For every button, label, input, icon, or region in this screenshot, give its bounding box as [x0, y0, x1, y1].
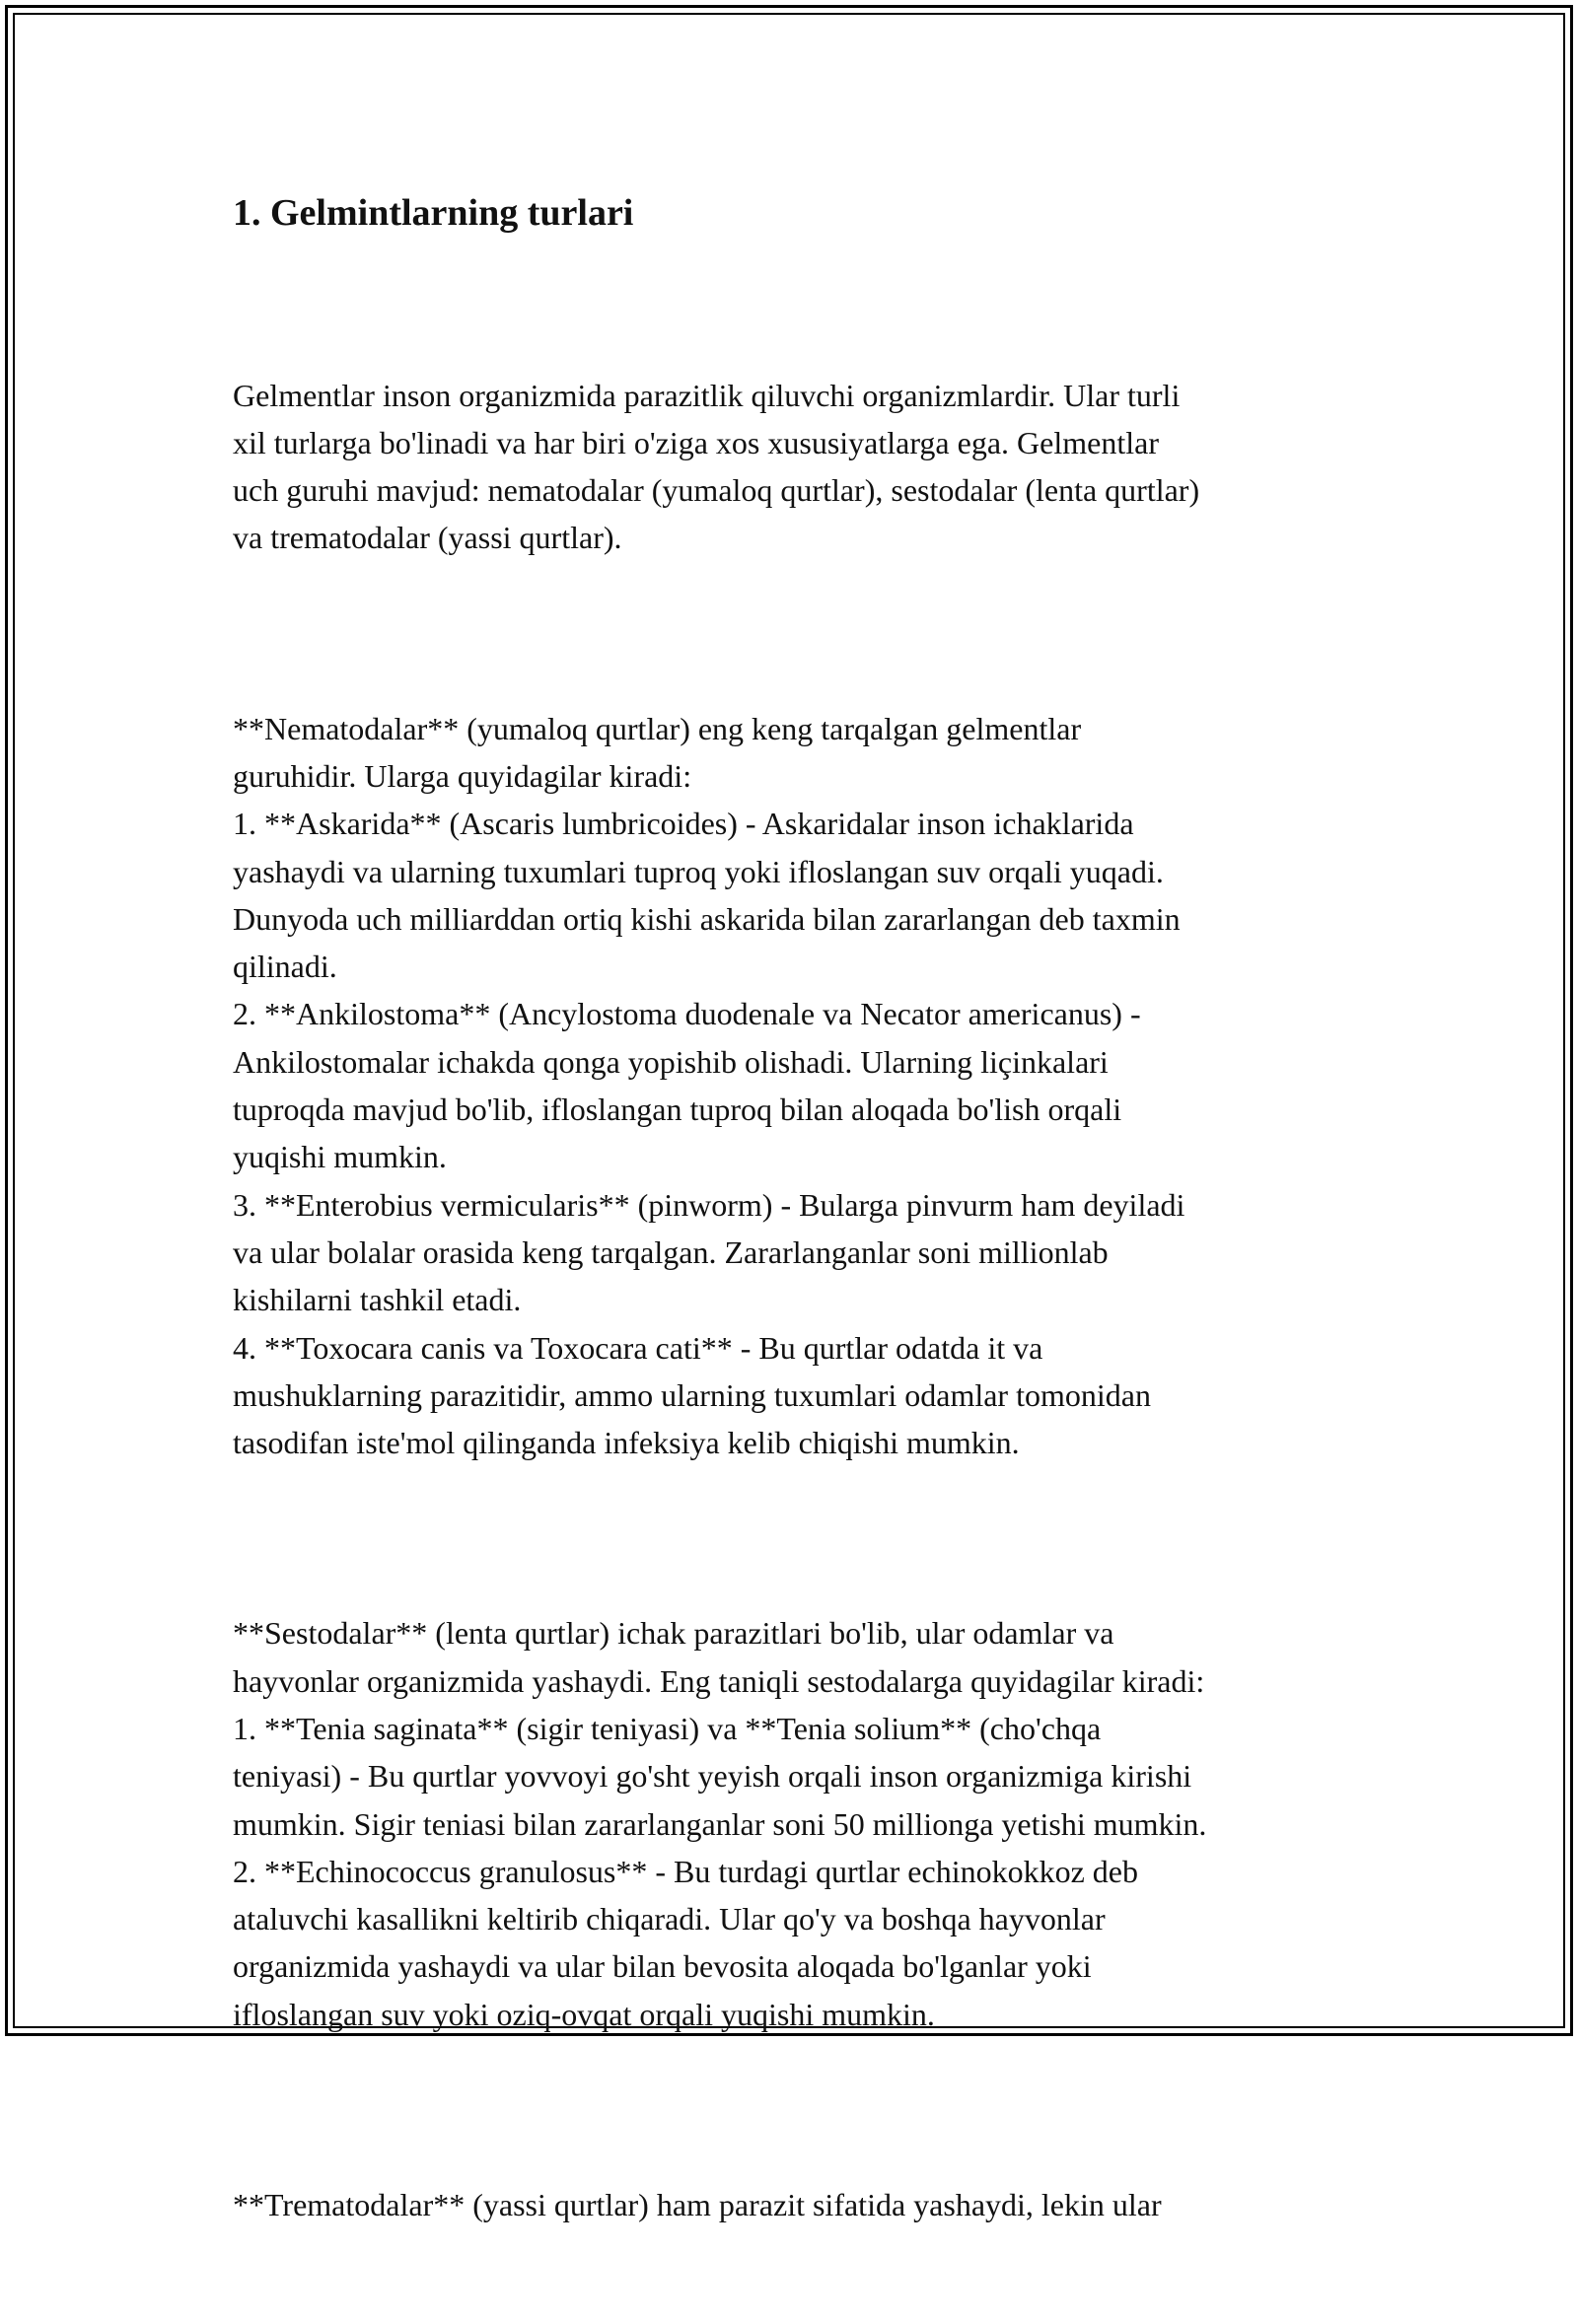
paragraph-nematodes: **Nematodalar** (yumaloq qurtlar) eng keng tarqalgan gelmentlar guruhidir. Ularga quyidagilar kiradi: 1. **Askarida** (Ascaris lumbricoides) - Askaridalar inson ichaklarida yashaydi va ularning tuxumlari tuproq yoki ifloslangan suv orqali yuqadi. Dunyoda uch milliarddan ortiq kishi askarida bilan zararlangan deb taxmin qilinadi. 2. **Ankilostoma** (Ancylostoma duodenale va Necator americanus) - Ankilostomalar ichakda qonga yopishib olishadi. Ularning liçinkalari tuproqda mavjud bo'lib, ifloslangan tuproq bilan aloqada bo'lish orqali yuqishi mumkin. 3. **Enterobius vermicularis** (pinworm) - Bularga pinvurm ham deyiladi va ular bolalar orasida keng tarqalgan. Zararlanganlar soni millionlab kishilarni tashkil etadi. 4. **Toxocara canis va Toxocara cati** - Bu qurtlar odatda it va mushuklarning parazitidir, ammo ularning tuxumlari odamlar tomonidan tasodifan iste'mol qilinganda infeksiya kelib chiqishi mumkin. — [233, 710, 1185, 1461]
paragraph-trematodes: **Trematodalar** (yassi qurtlar) ham parazit sifatida yashaydi, lekin ular — [233, 2186, 1162, 2222]
paragraph-cestodes: **Sestodalar** (lenta qurtlar) ichak parazitlari bo'lib, ular odamlar va hayvonlar organizmida yashaydi. Eng taniqli sestodalarga quyidagilar kiradi: 1. **Tenia saginata** (sigir teniyasi) va **Tenia solium** (cho'chqa teniyasi) - Bu qurtlar yovvoyi go'sht yeyish orqali inson organizmiga kirishi mumkin. Sigir teniasi bilan zararlanganlar soni 50 millionga yetishi mumkin. 2. **Echinococcus granulosus** - Bu turdagi qurtlar echinokokkoz deb ataluvchi kasallikni keltirib chiqaradi. Ular qo'y va boshqa hayvonlar organizmida yashaydi va ular bilan bevosita aloqada bo'lganlar yoki ifloslangan suv yoki oziq-ovqat orqali yuqishi mumkin. — [233, 1615, 1207, 2032]
document-body — [233, 185, 1357, 2324]
section-title: 1. Gelmintlarning turlari — [233, 192, 634, 234]
paragraph-intro: Gelmentlar inson organizmida parazitlik qiluvchi organizmlardir. Ular turli xil turlarga bo'linadi va har biri o'ziga xos xususiyatlarga ega. Gelmentlar uch guruhi mavjud: nematodalar (yumaloq qurtlar), sestodalar (lenta qurtlar) va trematodalar (yassi qurtlar). — [233, 377, 1200, 556]
section-text — [233, 276, 1357, 2324]
